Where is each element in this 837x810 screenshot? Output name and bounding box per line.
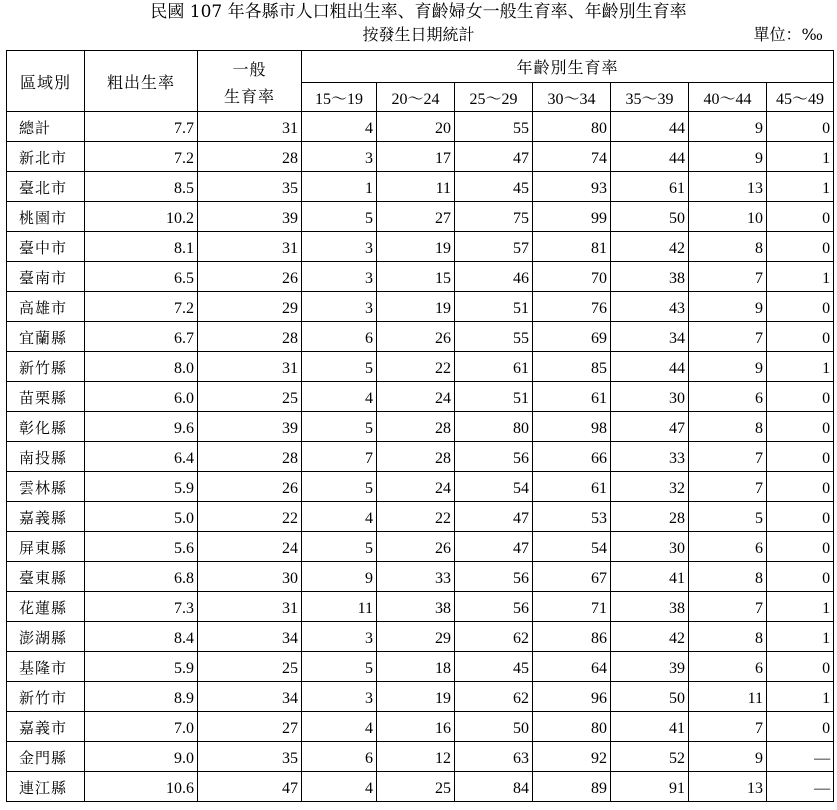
age-rate-cell: 61 xyxy=(533,382,611,412)
age-rate-cell: 47 xyxy=(455,142,533,172)
crude-birth-rate-cell: 7.2 xyxy=(85,142,198,172)
age-rate-cell: 7 xyxy=(302,442,377,472)
header-crude-birth-rate: 粗出生率 xyxy=(85,51,198,112)
age-rate-cell: 50 xyxy=(611,682,689,712)
age-rate-cell: 13 xyxy=(689,172,767,202)
table-row xyxy=(7,262,834,292)
age-rate-cell: 44 xyxy=(611,142,689,172)
age-rate-cell: 12 xyxy=(377,742,455,772)
age-rate-cell: 7 xyxy=(689,712,767,742)
age-rate-cell: 6 xyxy=(689,382,767,412)
region-cell: 屏東縣 xyxy=(7,532,85,562)
general-fertility-cell: 31 xyxy=(198,232,302,262)
age-rate-cell: 38 xyxy=(611,262,689,292)
age-rate-cell: 56 xyxy=(455,562,533,592)
header-region: 區域別 xyxy=(7,51,85,112)
age-rate-cell: 0 xyxy=(767,562,834,592)
age-rate-cell: 45 xyxy=(455,172,533,202)
region-cell: 臺中市 xyxy=(7,232,85,262)
age-rate-cell: 5 xyxy=(302,352,377,382)
age-rate-cell: 46 xyxy=(455,262,533,292)
age-rate-cell: 19 xyxy=(377,292,455,322)
header-general-top: 一般 xyxy=(232,60,267,79)
region-cell: 臺東縣 xyxy=(7,562,85,592)
age-rate-cell: 16 xyxy=(377,712,455,742)
general-fertility-cell: 25 xyxy=(198,382,302,412)
age-rate-cell: 0 xyxy=(767,652,834,682)
age-rate-cell: 0 xyxy=(767,382,834,412)
general-fertility-cell: 30 xyxy=(198,562,302,592)
general-fertility-cell: 39 xyxy=(198,412,302,442)
crude-birth-rate-cell: 6.7 xyxy=(85,322,198,352)
crude-birth-rate-cell: 8.5 xyxy=(85,172,198,202)
crude-birth-rate-cell: 8.9 xyxy=(85,682,198,712)
crude-birth-rate-cell: 5.0 xyxy=(85,502,198,532)
age-rate-cell: 9 xyxy=(689,352,767,382)
age-rate-cell: 47 xyxy=(611,412,689,442)
age-rate-cell: — xyxy=(767,772,834,802)
age-rate-cell: 6 xyxy=(689,652,767,682)
general-fertility-cell: 35 xyxy=(198,172,302,202)
age-rate-cell: 91 xyxy=(611,772,689,802)
table-row xyxy=(7,472,834,502)
age-rate-cell: 55 xyxy=(455,112,533,142)
age-rate-cell: 9 xyxy=(689,142,767,172)
age-rate-cell: 0 xyxy=(767,442,834,472)
age-rate-cell: 6 xyxy=(689,532,767,562)
table-row xyxy=(7,232,834,262)
table-row xyxy=(7,202,834,232)
age-rate-cell: 17 xyxy=(377,142,455,172)
age-rate-cell: 51 xyxy=(455,292,533,322)
age-rate-cell: 27 xyxy=(377,202,455,232)
age-rate-cell: 0 xyxy=(767,502,834,532)
age-rate-cell: 4 xyxy=(302,772,377,802)
age-rate-cell: — xyxy=(767,742,834,772)
header-general-fertility xyxy=(198,51,302,112)
general-fertility-cell: 31 xyxy=(198,112,302,142)
table-row xyxy=(7,592,834,622)
age-rate-cell: 8 xyxy=(689,622,767,652)
age-rate-cell: 0 xyxy=(767,412,834,442)
age-rate-cell: 8 xyxy=(689,412,767,442)
age-rate-cell: 61 xyxy=(455,352,533,382)
age-rate-cell: 4 xyxy=(302,712,377,742)
crude-birth-rate-cell: 5.6 xyxy=(85,532,198,562)
crude-birth-rate-cell: 6.4 xyxy=(85,442,198,472)
age-rate-cell: 15 xyxy=(377,262,455,292)
age-rate-cell: 8 xyxy=(689,562,767,592)
region-cell: 連江縣 xyxy=(7,772,85,802)
age-rate-cell: 28 xyxy=(377,412,455,442)
age-rate-cell: 5 xyxy=(302,472,377,502)
age-rate-cell: 0 xyxy=(767,232,834,262)
table-row xyxy=(7,532,834,562)
age-rate-cell: 1 xyxy=(767,142,834,172)
general-fertility-cell: 28 xyxy=(198,142,302,172)
age-rate-cell: 11 xyxy=(377,172,455,202)
age-rate-cell: 54 xyxy=(455,472,533,502)
age-rate-cell: 57 xyxy=(455,232,533,262)
age-rate-cell: 89 xyxy=(533,772,611,802)
age-rate-cell: 0 xyxy=(767,202,834,232)
region-cell: 宜蘭縣 xyxy=(7,322,85,352)
table-row xyxy=(7,322,834,352)
region-cell: 臺北市 xyxy=(7,172,85,202)
unit-label: 單位：‰ xyxy=(753,25,823,44)
age-rate-cell: 5 xyxy=(302,412,377,442)
crude-birth-rate-cell: 8.4 xyxy=(85,622,198,652)
age-rate-cell: 42 xyxy=(611,232,689,262)
age-rate-cell: 19 xyxy=(377,232,455,262)
age-rate-cell: 52 xyxy=(611,742,689,772)
region-cell: 基隆市 xyxy=(7,652,85,682)
age-rate-cell: 7 xyxy=(689,472,767,502)
table-row xyxy=(7,292,834,322)
age-rate-cell: 30 xyxy=(611,382,689,412)
age-rate-cell: 11 xyxy=(302,592,377,622)
age-rate-cell: 56 xyxy=(455,442,533,472)
age-rate-cell: 24 xyxy=(377,382,455,412)
header-age-0: 15～19 xyxy=(302,83,377,112)
age-rate-cell: 28 xyxy=(611,502,689,532)
age-rate-cell: 99 xyxy=(533,202,611,232)
region-cell: 新竹市 xyxy=(7,682,85,712)
age-rate-cell: 45 xyxy=(455,652,533,682)
age-rate-cell: 64 xyxy=(533,652,611,682)
general-fertility-cell: 27 xyxy=(198,712,302,742)
age-rate-cell: 5 xyxy=(689,502,767,532)
age-rate-cell: 26 xyxy=(377,322,455,352)
age-rate-cell: 0 xyxy=(767,712,834,742)
age-rate-cell: 50 xyxy=(611,202,689,232)
region-cell: 新竹縣 xyxy=(7,352,85,382)
age-rate-cell: 6 xyxy=(302,322,377,352)
age-rate-cell: 9 xyxy=(689,112,767,142)
age-rate-cell: 0 xyxy=(767,322,834,352)
age-rate-cell: 51 xyxy=(455,382,533,412)
age-rate-cell: 25 xyxy=(377,772,455,802)
age-rate-cell: 9 xyxy=(689,292,767,322)
age-rate-cell: 30 xyxy=(611,532,689,562)
crude-birth-rate-cell: 9.0 xyxy=(85,742,198,772)
age-rate-cell: 50 xyxy=(455,712,533,742)
age-rate-cell: 61 xyxy=(533,472,611,502)
age-rate-cell: 81 xyxy=(533,232,611,262)
age-rate-cell: 1 xyxy=(767,622,834,652)
age-rate-cell: 0 xyxy=(767,112,834,142)
age-rate-cell: 1 xyxy=(767,172,834,202)
age-rate-cell: 7 xyxy=(689,322,767,352)
region-cell: 新北市 xyxy=(7,142,85,172)
age-rate-cell: 8 xyxy=(689,232,767,262)
table-row xyxy=(7,502,834,532)
header-age-4: 35～39 xyxy=(611,83,689,112)
age-rate-cell: 75 xyxy=(455,202,533,232)
age-rate-cell: 96 xyxy=(533,682,611,712)
age-rate-cell: 98 xyxy=(533,412,611,442)
table-row xyxy=(7,622,834,652)
general-fertility-cell: 24 xyxy=(198,532,302,562)
age-rate-cell: 93 xyxy=(533,172,611,202)
header-age-1: 20～24 xyxy=(377,83,455,112)
age-rate-cell: 4 xyxy=(302,382,377,412)
general-fertility-cell: 28 xyxy=(198,442,302,472)
general-fertility-cell: 28 xyxy=(198,322,302,352)
region-cell: 臺南市 xyxy=(7,262,85,292)
age-rate-cell: 86 xyxy=(533,622,611,652)
age-rate-cell: 33 xyxy=(611,442,689,472)
age-rate-cell: 3 xyxy=(302,682,377,712)
age-rate-cell: 3 xyxy=(302,292,377,322)
general-fertility-cell: 31 xyxy=(198,592,302,622)
age-rate-cell: 43 xyxy=(611,292,689,322)
table-row xyxy=(7,172,834,202)
age-rate-cell: 9 xyxy=(689,742,767,772)
age-rate-cell: 80 xyxy=(533,712,611,742)
age-rate-cell: 44 xyxy=(611,352,689,382)
general-fertility-cell: 31 xyxy=(198,352,302,382)
general-fertility-cell: 34 xyxy=(198,622,302,652)
age-rate-cell: 3 xyxy=(302,262,377,292)
age-rate-cell: 44 xyxy=(611,112,689,142)
age-rate-cell: 34 xyxy=(611,322,689,352)
age-rate-cell: 3 xyxy=(302,232,377,262)
age-rate-cell: 10 xyxy=(689,202,767,232)
age-rate-cell: 3 xyxy=(302,142,377,172)
general-fertility-cell: 35 xyxy=(198,742,302,772)
general-fertility-cell: 39 xyxy=(198,202,302,232)
age-rate-cell: 22 xyxy=(377,502,455,532)
region-cell: 花蓮縣 xyxy=(7,592,85,622)
age-rate-cell: 5 xyxy=(302,202,377,232)
age-rate-cell: 1 xyxy=(767,352,834,382)
general-fertility-cell: 47 xyxy=(198,772,302,802)
crude-birth-rate-cell: 7.0 xyxy=(85,712,198,742)
age-rate-cell: 5 xyxy=(302,532,377,562)
age-rate-cell: 32 xyxy=(611,472,689,502)
crude-birth-rate-cell: 6.8 xyxy=(85,562,198,592)
age-rate-cell: 7 xyxy=(689,262,767,292)
general-fertility-cell: 22 xyxy=(198,502,302,532)
age-rate-cell: 63 xyxy=(455,742,533,772)
table-row xyxy=(7,142,834,172)
table-row xyxy=(7,772,834,802)
general-fertility-cell: 26 xyxy=(198,262,302,292)
region-cell: 金門縣 xyxy=(7,742,85,772)
general-fertility-cell: 26 xyxy=(198,472,302,502)
crude-birth-rate-cell: 8.0 xyxy=(85,352,198,382)
crude-birth-rate-cell: 9.6 xyxy=(85,412,198,442)
region-cell: 彰化縣 xyxy=(7,412,85,442)
table-row xyxy=(7,442,834,472)
age-rate-cell: 71 xyxy=(533,592,611,622)
age-rate-cell: 53 xyxy=(533,502,611,532)
region-cell: 總計 xyxy=(7,112,85,142)
age-rate-cell: 29 xyxy=(377,622,455,652)
age-rate-cell: 38 xyxy=(611,592,689,622)
age-rate-cell: 0 xyxy=(767,292,834,322)
crude-birth-rate-cell: 7.7 xyxy=(85,112,198,142)
age-rate-cell: 39 xyxy=(611,652,689,682)
age-rate-cell: 61 xyxy=(611,172,689,202)
age-rate-cell: 3 xyxy=(302,622,377,652)
region-cell: 苗栗縣 xyxy=(7,382,85,412)
table-row xyxy=(7,742,834,772)
age-rate-cell: 18 xyxy=(377,652,455,682)
age-rate-cell: 1 xyxy=(302,172,377,202)
age-rate-cell: 41 xyxy=(611,712,689,742)
header-general-bottom: 生育率 xyxy=(223,87,275,106)
age-rate-cell: 38 xyxy=(377,592,455,622)
age-rate-cell: 26 xyxy=(377,532,455,562)
age-rate-cell: 9 xyxy=(302,562,377,592)
region-cell: 嘉義市 xyxy=(7,712,85,742)
age-rate-cell: 42 xyxy=(611,622,689,652)
age-rate-cell: 4 xyxy=(302,502,377,532)
age-rate-cell: 67 xyxy=(533,562,611,592)
general-fertility-cell: 25 xyxy=(198,652,302,682)
table-row xyxy=(7,412,834,442)
age-rate-cell: 28 xyxy=(377,442,455,472)
age-rate-cell: 80 xyxy=(533,112,611,142)
crude-birth-rate-cell: 7.3 xyxy=(85,592,198,622)
header-age-5: 40～44 xyxy=(689,83,767,112)
age-rate-cell: 85 xyxy=(533,352,611,382)
header-age-2: 25～29 xyxy=(455,83,533,112)
age-rate-cell: 7 xyxy=(689,442,767,472)
age-rate-cell: 56 xyxy=(455,592,533,622)
age-rate-cell: 92 xyxy=(533,742,611,772)
table-row xyxy=(7,712,834,742)
age-rate-cell: 66 xyxy=(533,442,611,472)
age-rate-cell: 13 xyxy=(689,772,767,802)
age-rate-cell: 1 xyxy=(767,592,834,622)
age-rate-cell: 0 xyxy=(767,532,834,562)
age-rate-cell: 1 xyxy=(767,262,834,292)
age-rate-cell: 55 xyxy=(455,322,533,352)
age-rate-cell: 80 xyxy=(455,412,533,442)
age-rate-cell: 54 xyxy=(533,532,611,562)
age-rate-cell: 4 xyxy=(302,112,377,142)
age-rate-cell: 47 xyxy=(455,532,533,562)
crude-birth-rate-cell: 6.0 xyxy=(85,382,198,412)
crude-birth-rate-cell: 7.2 xyxy=(85,292,198,322)
age-rate-cell: 47 xyxy=(455,502,533,532)
page-subtitle: 按發生日期統計 xyxy=(362,25,475,44)
table-row xyxy=(7,352,834,382)
crude-birth-rate-cell: 6.5 xyxy=(85,262,198,292)
crude-birth-rate-cell: 5.9 xyxy=(85,652,198,682)
region-cell: 澎湖縣 xyxy=(7,622,85,652)
age-rate-cell: 41 xyxy=(611,562,689,592)
age-rate-cell: 1 xyxy=(767,682,834,712)
table-row xyxy=(7,382,834,412)
age-rate-cell: 76 xyxy=(533,292,611,322)
age-rate-cell: 5 xyxy=(302,652,377,682)
fertility-table xyxy=(6,50,834,802)
age-rate-cell: 24 xyxy=(377,472,455,502)
region-cell: 嘉義縣 xyxy=(7,502,85,532)
age-rate-cell: 0 xyxy=(767,472,834,502)
age-rate-cell: 22 xyxy=(377,352,455,382)
age-rate-cell: 69 xyxy=(533,322,611,352)
age-rate-cell: 84 xyxy=(455,772,533,802)
age-rate-cell: 7 xyxy=(689,592,767,622)
age-rate-cell: 33 xyxy=(377,562,455,592)
age-rate-cell: 74 xyxy=(533,142,611,172)
region-cell: 桃園市 xyxy=(7,202,85,232)
general-fertility-cell: 34 xyxy=(198,682,302,712)
region-cell: 南投縣 xyxy=(7,442,85,472)
page-title: 民國 107 年各縣市人口粗出生率、育齡婦女一般生育率、年齡別生育率 xyxy=(150,2,687,22)
crude-birth-rate-cell: 8.1 xyxy=(85,232,198,262)
table-row xyxy=(7,562,834,592)
crude-birth-rate-cell: 10.2 xyxy=(85,202,198,232)
age-rate-cell: 70 xyxy=(533,262,611,292)
table-row xyxy=(7,682,834,712)
crude-birth-rate-cell: 5.9 xyxy=(85,472,198,502)
age-rate-cell: 20 xyxy=(377,112,455,142)
table-row xyxy=(7,112,834,142)
header-age-specific: 年齡別生育率 xyxy=(302,51,834,83)
general-fertility-cell: 29 xyxy=(198,292,302,322)
age-rate-cell: 62 xyxy=(455,622,533,652)
table-row xyxy=(7,652,834,682)
age-rate-cell: 62 xyxy=(455,682,533,712)
header-age-3: 30～34 xyxy=(533,83,611,112)
age-rate-cell: 19 xyxy=(377,682,455,712)
region-cell: 雲林縣 xyxy=(7,472,85,502)
age-rate-cell: 6 xyxy=(302,742,377,772)
age-rate-cell: 11 xyxy=(689,682,767,712)
crude-birth-rate-cell: 10.6 xyxy=(85,772,198,802)
region-cell: 高雄市 xyxy=(7,292,85,322)
header-age-6: 45～49 xyxy=(767,83,834,112)
